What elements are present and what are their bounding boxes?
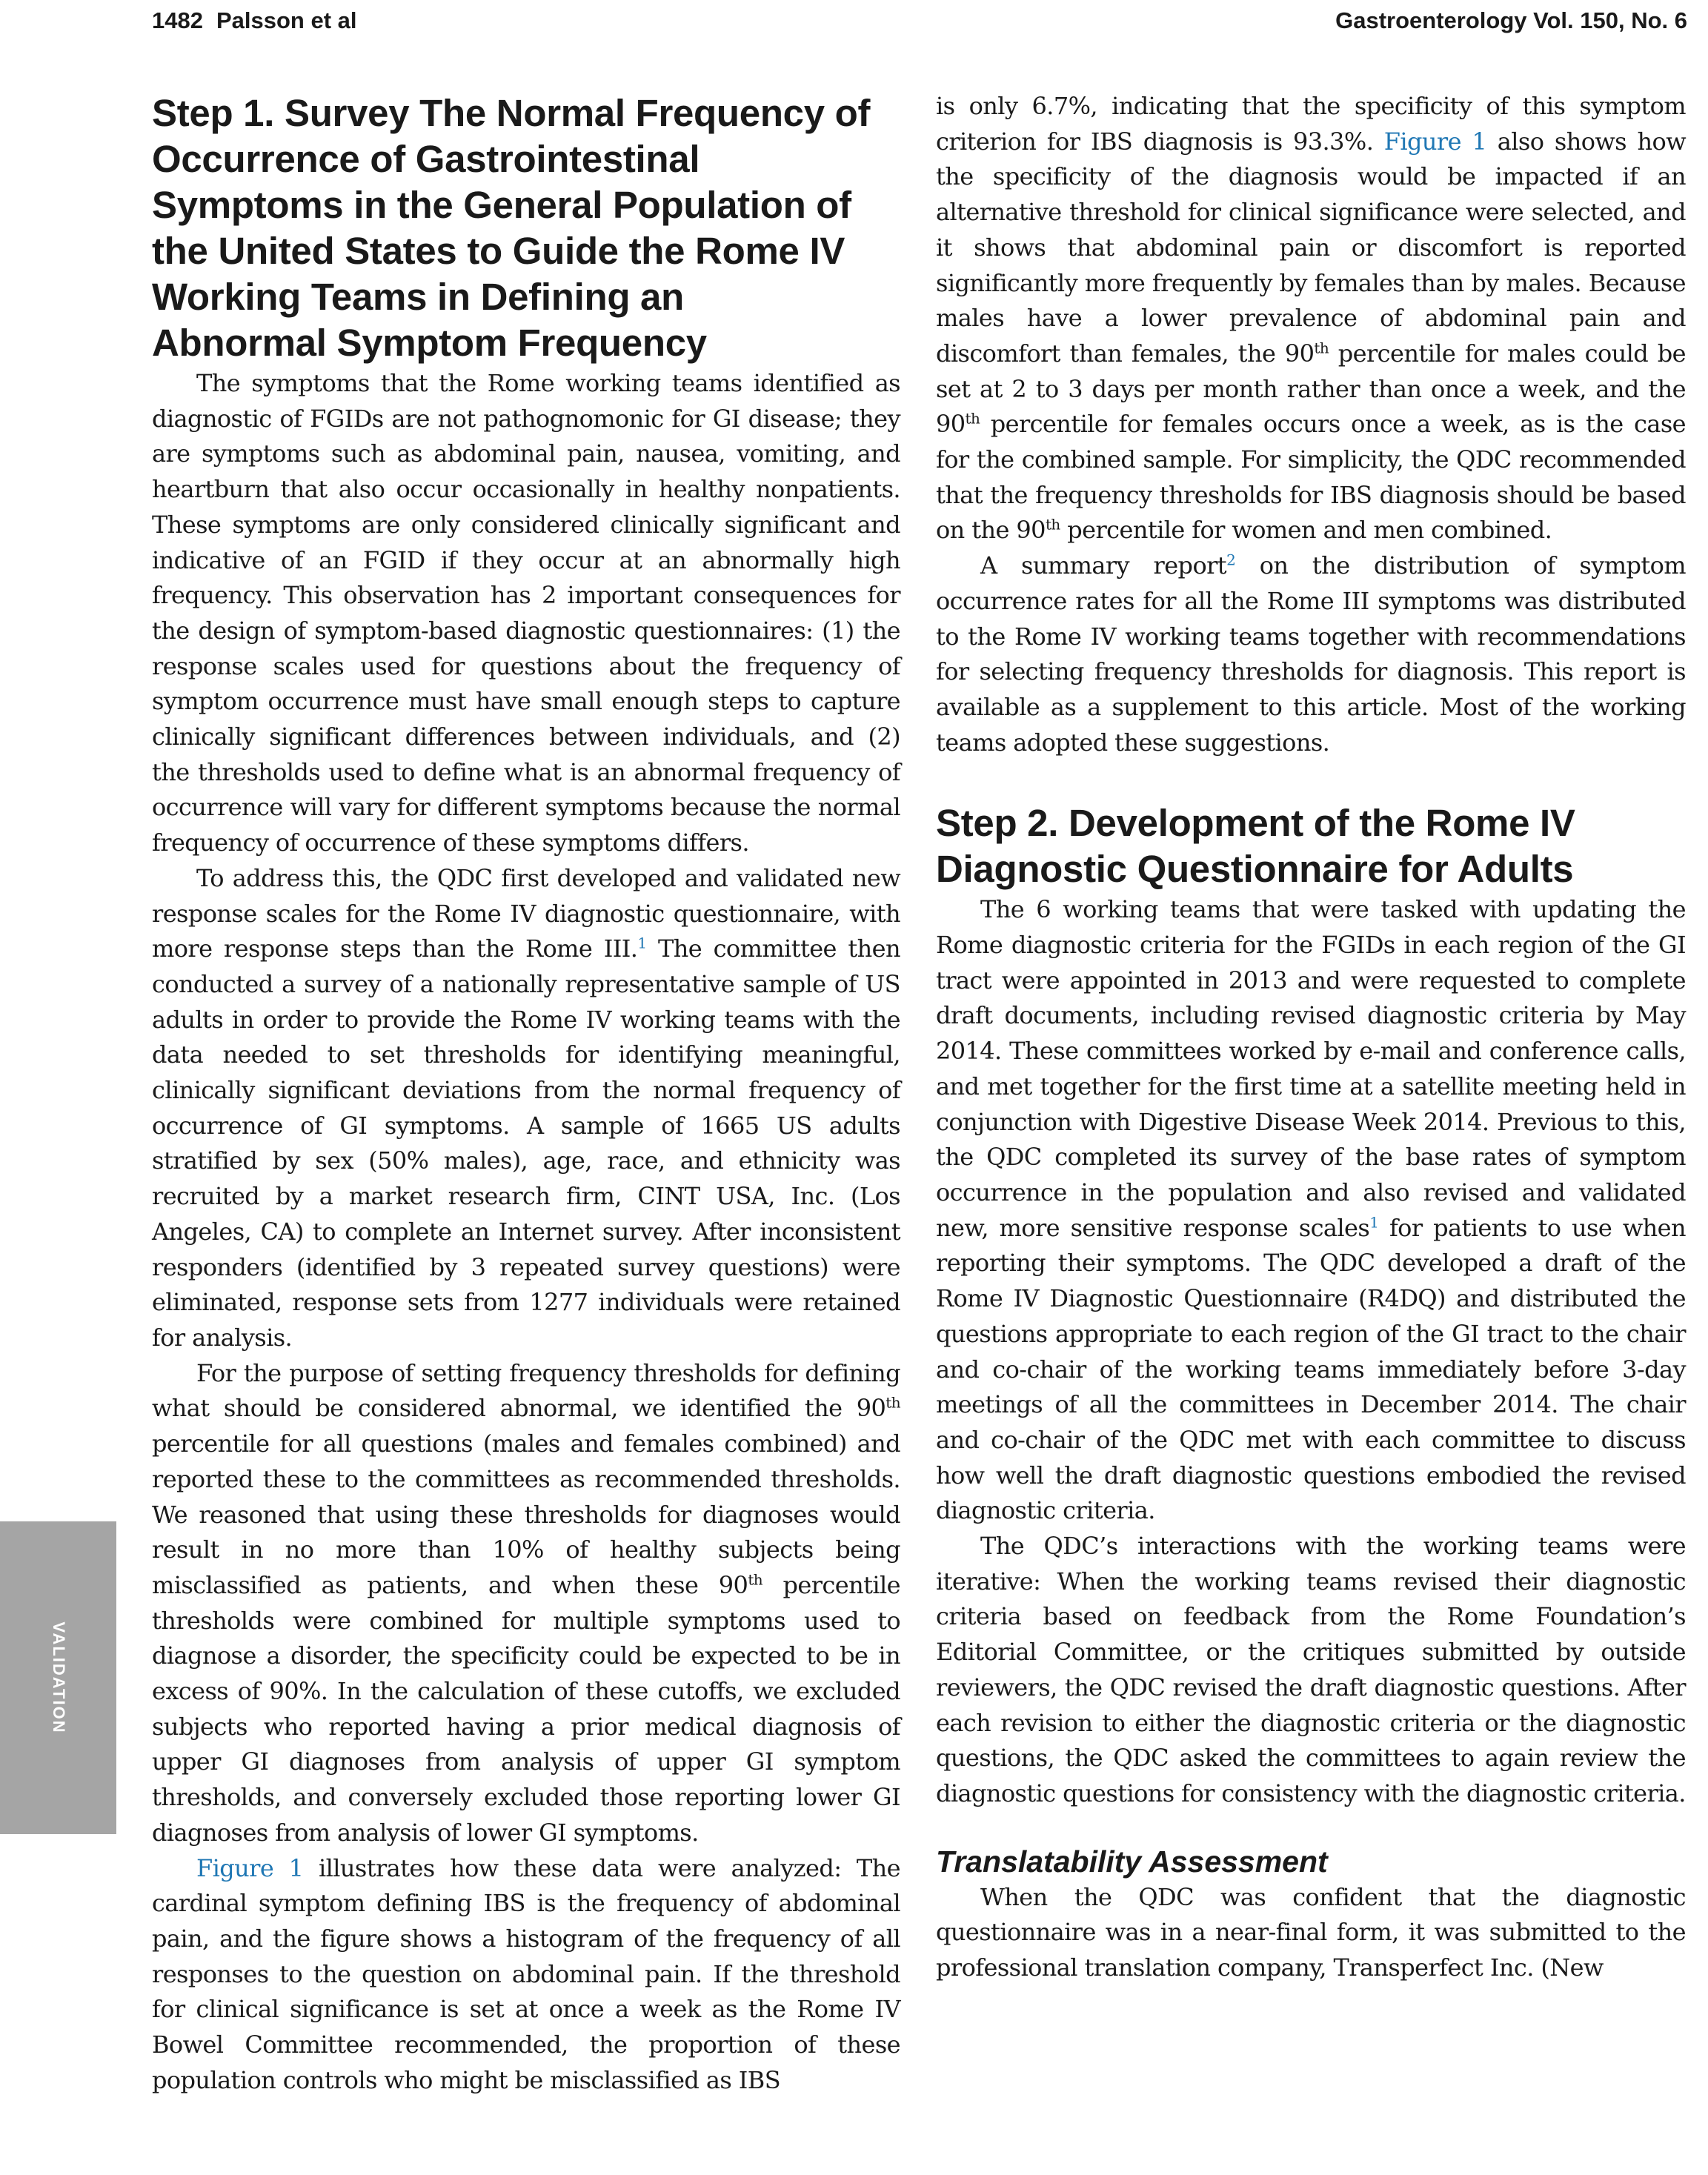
paragraph: The QDC’s interactions with the working teams were iterative: When the working teams revised their diagnostic criteria based on feedback from the Rome Foundation’s Editorial Committee, or the critiques submitted by outside reviewers, the QDC revised the draft diagnostic questions. After each revision to either the diagnostic criteria or the diagnostic questions, the QDC asked the committees to again review the diagnostic questions for consistency with the diagnostic criteria. (936, 1532, 1686, 1807)
paragraph (152, 861, 900, 1356)
text: percentile for females occurs once a week, as is the case for the combined sample. For simplicity, the QDC recommended that the frequency thresholds for IBS diagnosis should be based on the 90 (936, 410, 1686, 545)
paragraph: The symptoms that the Rome working teams identified as diagnostic of FGIDs are not pathognomonic for GI disease; they are symptoms such as abdominal pain, nausea, vomiting, and heartburn that also occur occasionally in healthy nonpatients. These symptoms are only considered clinically significant and indicative of an FGID if they occur at an abnormally high frequency. This observation has 2 important consequences for the design of symptom-based diagnostic questionnaires: (1) the response scales used for questions about the frequency of symptom occurrence must have small enough steps to capture clinically significant differences between individuals, and (2) the thresholds used to define what is an abnormal frequency of occurrence will vary for different symptoms because the normal frequency of occurrence of these symptoms differs. (152, 369, 900, 857)
side-tab-label: VALIDATION (49, 1621, 68, 1734)
step1-heading-line: the United States to Guide the Rome IV (152, 230, 845, 272)
figure-link[interactable]: Figure 1 (196, 1853, 304, 1882)
paragraph (152, 1851, 900, 2099)
step1-heading-line: Occurrence of Gastrointestinal (152, 138, 700, 180)
text: percentile thresholds were combined for multiple symptoms used to diagnose a disorder, the specificity could be expected to be in excess of 90%. In the calculation of these cutoffs, we excluded subjects who reported having a prior medical diagnosis of upper GI diagnoses from analysis of upper GI symptom thresholds, and conversely excluded those reporting lower GI diagnoses from analysis of lower GI symptoms. (152, 1570, 900, 1847)
section-side-tab (0, 1521, 116, 1834)
reference-link[interactable]: 2 (1226, 551, 1236, 569)
step1-heading-line: Abnormal Symptom Frequency (152, 322, 707, 364)
text: A summary report (980, 551, 1227, 580)
step1-heading-line: Working Teams in Defining an (152, 276, 684, 318)
text: The 6 working teams that were tasked with updating the Rome diagnostic criteria for the FGIDs in each region of the GI tract were appointed in 2013 and were requested to complete draft documents, including revised diagnostic criteria by May 2014. These committees worked by e-mail and conference calls, and met together for the first time at a satellite meeting held in conjunction with Digestive Disease Week 2014. Previous to this, the QDC completed its survey of the base rates of symptom occurrence in the population and also revised and validated new, more sensitive response scales (936, 895, 1686, 1242)
step1-heading-line: Symptoms in the General Population of (152, 184, 851, 226)
text: To address this, the QDC first developed and validated new response scales for the Rome IV diagnostic questionnaire, with more response steps than the Rome III. (152, 863, 900, 963)
paragraph (936, 548, 1686, 760)
page-number: 1482 (152, 7, 203, 33)
running-head (152, 6, 1687, 36)
step1-heading (152, 90, 900, 366)
text: illustrates how these data were analyzed: The cardinal symptom defining IBS is the frequency of abdominal pain, and the figure shows a histogram of the frequency of all responses to the question on abdominal pain. If the threshold for clinical significance is set at once a week as the Rome IV Bowel Committee recommended, the proportion of these population controls who might be misclassified as IBS (152, 1853, 900, 2094)
superscript: th (1045, 515, 1060, 534)
text: The committee then conducted a survey of a nationally representative sample of US adults in order to provide the Rome IV working teams with the data needed to set thresholds for identifying meaningful, clinically significant deviations from the normal frequency of occurrence of GI symptoms. A sample of 1665 US adults stratified by sex (50% males), age, race, and ethnicity was recruited by a market research firm, CINT USA, Inc. (Los Angeles, CA) to complete an Internet survey. After inconsistent responders (identified by 3 repeated survey questions) were eliminated, response sets from 1277 individuals were retained for analysis. (152, 934, 900, 1352)
text: For the purpose of setting frequency thresholds for defining what should be considered abnormal, we identified the 90 (152, 1358, 900, 1423)
text: on the distribution of symptom occurrence rates for all the Rome III symptoms was distributed to the Rome IV working teams together with recommendations for selecting frequency thresholds for diagnosis. This report is available as a supplement to this article. Most of the working teams adopted these suggestions. (936, 551, 1686, 757)
right-column (936, 89, 1686, 1986)
superscript: th (748, 1570, 763, 1589)
paragraph (936, 892, 1686, 1529)
text: percentile for all questions (males and females combined) and reported these to the committees as recommended thresholds. We reasoned that using these thresholds for diagnoses would result in no more than 10% of healthy subjects being misclassified as patients, and when these 90 (152, 1429, 900, 1599)
paragraph: When the QDC was confident that the diagnostic questionnaire was in a near-final form, it was submitted to the professional translation company, Transperfect Inc. (New (936, 1882, 1686, 1982)
superscript: th (1314, 339, 1329, 357)
text: also shows how the specificity of the diagnosis would be impacted if an alternative threshold for clinical significance were selected, and it shows that abdominal pain or discomfort is reported significantly more frequently by females than by males. Because males have a lower prevalence of abdominal pain and discomfort than females, the 90 (936, 127, 1686, 368)
reference-link[interactable]: 1 (637, 934, 647, 952)
superscript: th (965, 409, 980, 428)
paragraph (152, 1356, 900, 1851)
step2-heading-line: Step 2. Development of the Rome IV (936, 802, 1575, 845)
step2-heading (936, 800, 1686, 892)
text: is only 6.7%, indicating that the specificity of this symptom criterion for IBS diagnosis is 93.3%. (936, 92, 1686, 156)
authors: Palsson et al (216, 7, 357, 33)
journal-citation: Gastroenterology Vol. 150, No. 6 (1335, 7, 1687, 33)
text: percentile for women and men combined. (1060, 516, 1552, 545)
translatability-heading: Translatability Assessment (936, 1844, 1328, 1879)
running-head-left (152, 7, 357, 34)
figure-link[interactable]: Figure 1 (1383, 127, 1487, 156)
text: for patients to use when reporting their symptoms. The QDC developed a draft of the Rome IV Diagnostic Questionnaire (R4DQ) and distributed the questions appropriate to each region of the GI tract to the chair and co-chair of the working teams immediately before 3-day meetings of all the committees in December 2014. The chair and co-chair of the QDC met with each committee to discuss how well the draft diagnostic questions embodied the revised diagnostic criteria. (936, 1213, 1686, 1525)
paragraph-continued (936, 89, 1686, 548)
reference-link[interactable]: 1 (1369, 1213, 1379, 1232)
superscript: th (885, 1393, 900, 1412)
step1-heading-line: Step 1. Survey The Normal Frequency of (152, 92, 871, 134)
step2-heading-line: Diagnostic Questionnaire for Adults (936, 848, 1574, 891)
text: percentile for males could be set at 2 to 3 days per month rather than once a week, and the 90 (936, 339, 1686, 439)
left-column (152, 90, 900, 2098)
